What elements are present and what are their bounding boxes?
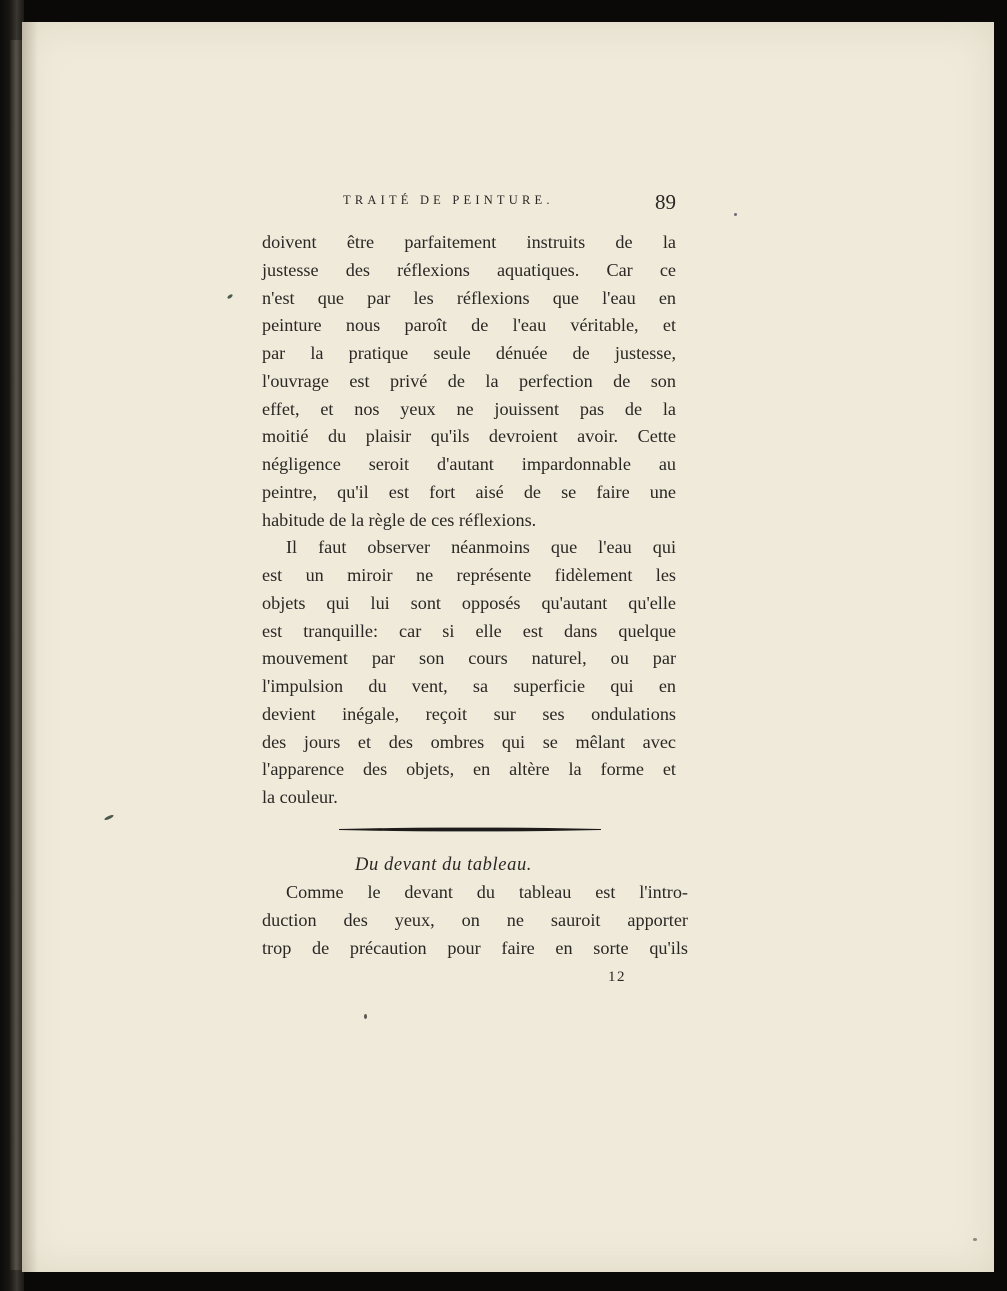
facing-page-sliver — [10, 40, 22, 1270]
signature-mark: 12 — [608, 969, 626, 985]
text-line: devient inégale, reçoit sur ses ondulations — [262, 703, 676, 724]
text-line: peintre, qu'il est fort aisé de se faire une — [262, 481, 676, 502]
text-line: des jours et des ombres qui se mêlant avec — [262, 731, 676, 752]
text-line: effet, et nos yeux ne jouissent pas de la — [262, 398, 676, 419]
text-line: objets qui lui sont opposés qu'autant qu'elle — [262, 592, 676, 613]
text-line: Il faut observer néanmoins que l'eau qui — [286, 537, 676, 558]
text-line: doivent être parfaitement instruits de la — [262, 232, 676, 252]
text-line: négligence seroit d'autant impardonnable au — [262, 454, 676, 474]
text-line: justesse des réflexions aquatiques. Car ce — [262, 259, 676, 280]
text-line: Comme le devant du tableau est l'intro- — [286, 882, 688, 902]
text-line: peinture nous paroît de l'eau véritable, et — [262, 315, 676, 336]
running-head: TRAITÉ DE PEINTURE. — [343, 193, 554, 207]
body-text — [262, 229, 676, 812]
text-line: trop de précaution pour faire en sorte qu'ils — [262, 937, 688, 958]
text-line: l'apparence des objets, en altère la forme et — [262, 759, 676, 780]
text-line: mouvement par son cours naturel, ou par — [262, 648, 676, 669]
text-line: l'impulsion du vent, sa superficie qui en — [262, 676, 676, 696]
text-line: est tranquille: car si elle est dans quelque — [262, 620, 676, 641]
text-line: n'est que par les réflexions que l'eau en — [262, 287, 676, 308]
text-line: l'ouvrage est privé de la perfection de son — [262, 370, 676, 391]
text-line: habitude de la règle de ces réflexions. — [262, 509, 537, 530]
text-line: la couleur. — [262, 787, 338, 807]
paper-speck — [973, 1238, 977, 1241]
text-line: par la pratique seule dénuée de justesse, — [262, 343, 676, 363]
body-text — [262, 879, 688, 962]
paper-speck — [734, 213, 737, 216]
text-line: moitié du plaisir qu'ils devroient avoir. Cette — [262, 426, 676, 447]
text-line: duction des yeux, on ne sauroit apporter — [262, 909, 688, 930]
text-line: est un miroir ne représente fidèlement les — [262, 565, 676, 585]
page-number: 89 — [655, 190, 676, 214]
section-title: Du devant du tableau. — [355, 855, 533, 875]
gutter-shadow — [22, 22, 38, 1272]
paper-speck — [364, 1014, 367, 1019]
